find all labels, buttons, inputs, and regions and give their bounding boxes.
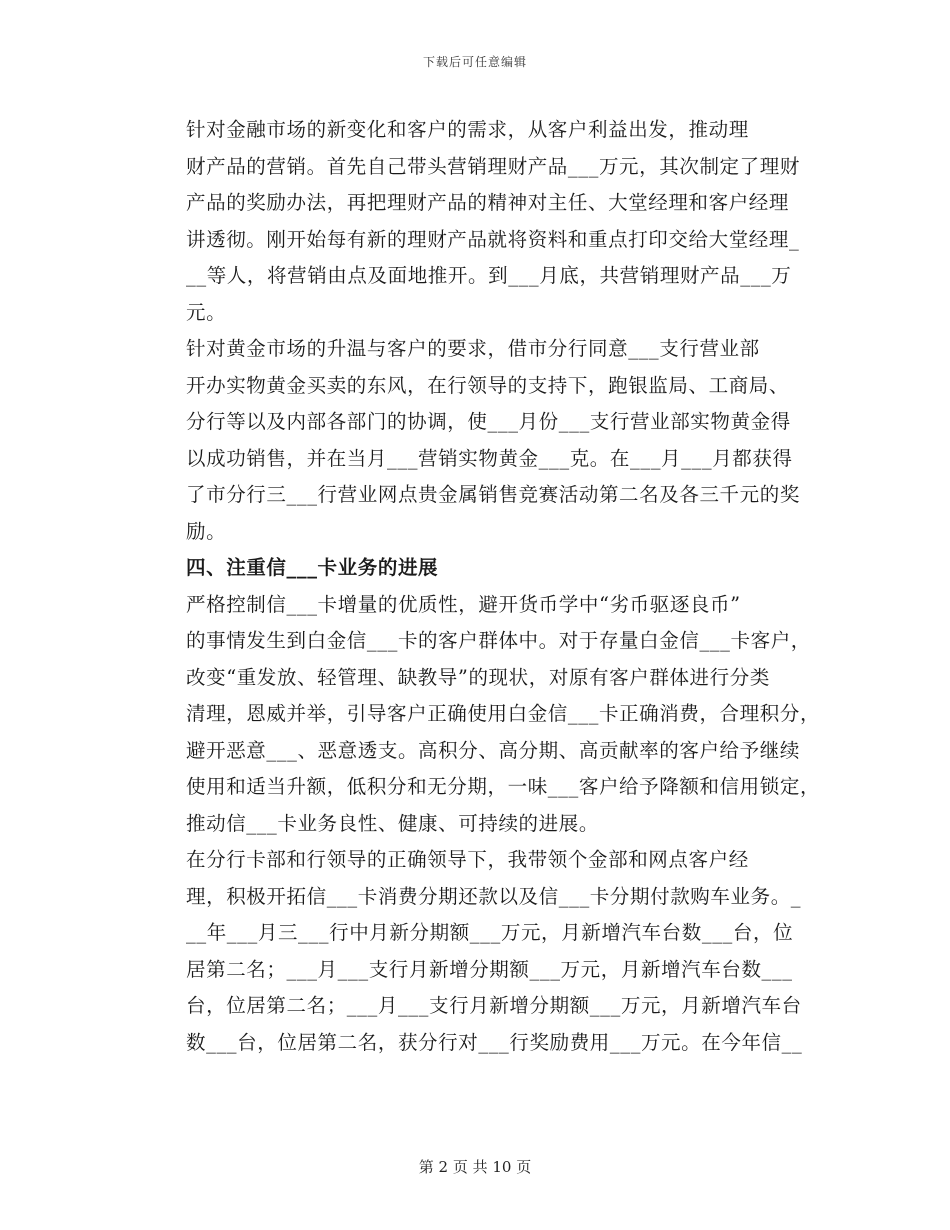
text-line: 分行等以及内部各部门的协调，使___月份___支行营业部实物黄金得 xyxy=(186,410,791,433)
text-line: 针对黄金市场的升温与客户的要求，借市分行同意___支行营业部 xyxy=(186,337,760,360)
text-line: 在分行卡部和行领导的正确领导下，我带领个金部和网点客户经 xyxy=(186,848,749,871)
paragraph-gold-sales xyxy=(140,331,812,550)
text-line: 数___台，位居第二名，获分行对___行奖励费用___万元。在今年信__ xyxy=(186,1030,803,1054)
text-line: 避开恶意___、恶意透支。高积分、高分期、高贡献率的客户给予继续 xyxy=(186,738,800,762)
text-line: 励。 xyxy=(186,519,227,543)
text-line: __年___月三___行中月新分期额___万元，月新增汽车台数___台，位 xyxy=(186,921,794,944)
text-line: 使用和适当升额，低积分和无分期，一味___客户给予降额和信用锁定， xyxy=(186,775,821,798)
document-body xyxy=(140,112,821,1061)
section-heading: 四、注重信___卡业务的进展 xyxy=(186,556,439,579)
text-line: 元。 xyxy=(186,300,227,324)
text-line: 了市分行三___行营业网点贵金属销售竞赛活动第二名及各三千元的奖 xyxy=(186,483,800,506)
text-line: 推动信___卡业务良性、健康、可持续的进展。 xyxy=(186,811,599,835)
paragraph-installment-business xyxy=(140,842,812,1061)
text-line: 针对金融市场的新变化和客户的需求，从客户利益出发，推动理 xyxy=(186,118,749,141)
text-line: 严格控制信___卡增量的优质性，避开货币学中“劣币驱逐良币” xyxy=(186,592,741,616)
text-line: 改变“重发放、轻管理、缺教导”的现状，对原有客户群体进行分类 xyxy=(186,665,770,689)
text-line: 清理，恩威并举，引导客户正确使用白金信___卡正确消费，合理积分， xyxy=(186,702,821,725)
text-line: 产品的奖励办法，再把理财产品的精神对主任、大堂经理和客户经理 xyxy=(186,191,790,214)
text-line: 居第二名；___月___支行月新增分期额___万元，月新增汽车台数___ xyxy=(186,957,793,981)
text-line: 台，位居第二名；___月___支行月新增分期额___万元，月新增汽车台 xyxy=(186,994,802,1017)
text-line: 讲透彻。刚开始每有新的理财产品就将资料和重点打印交给大堂经理_ xyxy=(186,227,800,251)
page-header: 下载后可任意编辑 xyxy=(422,55,527,69)
text-line: 开办实物黄金买卖的东风，在行领导的支持下，跑银监局、工商局、 xyxy=(186,373,790,397)
text-line: __等人，将营销由点及面地推开。到___月底，共营销理财产品___万 xyxy=(186,264,792,287)
text-line: 理，积极开拓信___卡消费分期还款以及信___卡分期付款购车业务。_ xyxy=(186,884,802,908)
text-line: 的事情发生到白金信___卡的客户群体中。对于存量白金信___卡客户， xyxy=(186,629,811,652)
paragraph-credit-card-quality xyxy=(140,587,821,843)
paragraph-wealth-products xyxy=(140,112,812,331)
page-number: 第 2 页 共 10 页 xyxy=(418,1158,532,1176)
text-line: 财产品的营销。首先自己带头营销理财产品___万元，其次制定了理财 xyxy=(186,154,800,178)
text-line: 以成功销售，并在当月___营销实物黄金___克。在___月___月都获得 xyxy=(186,446,793,470)
